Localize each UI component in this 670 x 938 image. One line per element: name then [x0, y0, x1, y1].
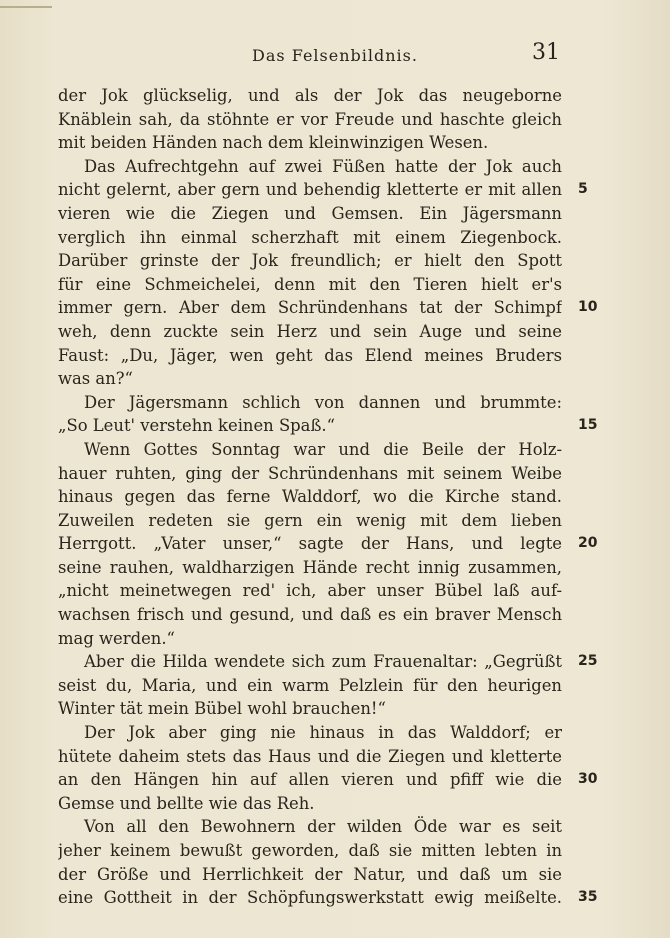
text-line: Faust: „Du, Jäger, wen geht das Elend meines Bruders: [58, 345, 562, 365]
text-line: nicht gelernt, aber gern und behendig kletterte er mit allen: [58, 180, 562, 200]
text-line: mit beiden Händen nach dem kleinwinzigen Wesen.: [58, 133, 489, 153]
line-number: 35: [578, 889, 598, 906]
line-number: [578, 603, 608, 627]
line-number: 20: [578, 535, 598, 552]
line-number: [578, 815, 608, 839]
line-number: [578, 249, 608, 273]
text-line: der Größe und Herrlichkeit der Natur, und daß um sie: [58, 864, 562, 884]
text-line: Gemse und bellte wie das Reh.: [58, 793, 315, 813]
line-number: [578, 367, 608, 391]
text-line: „nicht meinetwegen red' ich, aber unser Bübel laß auf-: [58, 581, 562, 601]
line-number: [578, 509, 608, 533]
line-number: [578, 579, 608, 603]
text-line: mag werden.“: [58, 628, 175, 648]
line-number: 10: [578, 299, 598, 316]
text-line: hinaus gegen das ferne Walddorf, wo die Kirche stand.: [58, 487, 562, 507]
text-line: jeher keinem bewußt geworden, daß sie mitten lebten in: [58, 841, 562, 860]
line-number: [578, 839, 608, 863]
text-line: Aber die Hilda wendete sich zum Frauenaltar: „Gegrüßt: [84, 652, 562, 672]
line-number: 5: [578, 181, 588, 198]
text-line: seine rauhen, waldharzigen Hände recht innig zusammen,: [58, 557, 562, 577]
line-number: [578, 674, 608, 698]
text-line: hütete daheim stets das Haus und die Ziegen und kletterte: [58, 746, 562, 766]
line-number: [578, 556, 608, 580]
line-number: [578, 697, 608, 721]
line-number: [578, 202, 608, 226]
line-number: [578, 131, 608, 155]
running-head: Das Felsenbildnis.: [252, 46, 418, 65]
line-number: 25: [578, 653, 598, 670]
line-number-margin: [578, 84, 608, 910]
line-number: [578, 627, 608, 651]
line-number: [578, 226, 608, 250]
line-number: [578, 438, 608, 462]
line-number: [578, 485, 608, 509]
line-number: 15: [578, 417, 598, 434]
line-number: [578, 273, 608, 297]
text-line: verglich ihn einmal scherzhaft mit einem Ziegenbock.: [58, 227, 562, 247]
line-number: [578, 721, 608, 745]
line-number: [578, 155, 608, 179]
text-line: Herrgott. „Vater unser,“ sagte der Hans, und legte: [58, 534, 562, 554]
text-line: immer gern. Aber dem Schründenhans tat der Schimpf: [58, 298, 562, 318]
text-line: Wenn Gottes Sonntag war und die Beile der Holz-: [84, 439, 562, 459]
line-number: [578, 745, 608, 769]
line-number: [578, 84, 608, 108]
text-line: für eine Schmeichelei, denn mit den Tieren hielt er's: [58, 274, 562, 294]
line-number: 30: [578, 771, 598, 788]
text-line: weh, denn zuckte sein Herz und sein Auge und seine: [58, 321, 562, 341]
text-line: wachsen frisch und gesund, und daß es ein braver Mensch: [58, 605, 562, 625]
text-line: vieren wie die Ziegen und Gemsen. Ein Jägersmann: [58, 203, 562, 223]
body-text: [58, 84, 562, 910]
line-number: [578, 344, 608, 368]
page-number: 31: [532, 40, 560, 65]
line-number: [578, 108, 608, 132]
text-line: Der Jok aber ging nie hinaus in das Walddorf; er: [84, 723, 562, 743]
text-line: hauer ruhten, ging der Schründenhans mit seinem Weibe: [58, 463, 562, 483]
text-line: Darüber grinste der Jok freundlich; er hielt den Spott: [58, 251, 562, 271]
text-line: Von all den Bewohnern der wilden Öde war es seit: [84, 817, 562, 837]
text-line: eine Gottheit in der Schöpfungswerkstatt ewig meißelte.: [58, 888, 562, 908]
text-line: Winter tät mein Bübel wohl brauchen!“: [58, 699, 386, 719]
line-number: [578, 863, 608, 887]
text-line: seist du, Maria, und ein warm Pelzlein für den heurigen: [58, 675, 562, 695]
top-edge-rule: [0, 6, 52, 8]
line-number: [578, 391, 608, 415]
line-number: [578, 792, 608, 816]
line-number: [578, 320, 608, 344]
text-line: was an?“: [58, 369, 133, 389]
text-line: der Jok glückselig, und als der Jok das neugeborne: [58, 86, 562, 105]
text-line: „So Leut' verstehn keinen Spaß.“: [58, 416, 335, 436]
text-line: Zuweilen redeten sie gern ein wenig mit dem lieben: [58, 510, 562, 530]
text-line: an den Hängen hin auf allen vieren und pfiff wie die: [58, 770, 562, 790]
text-line: Der Jägersmann schlich von dannen und brummte:: [84, 392, 562, 412]
text-line: Das Aufrechtgehn auf zwei Füßen hatte der Jok auch: [84, 156, 562, 176]
text-line: Knäblein sah, da stöhnte er vor Freude und haschte gleich: [58, 109, 562, 129]
line-number: [578, 462, 608, 486]
